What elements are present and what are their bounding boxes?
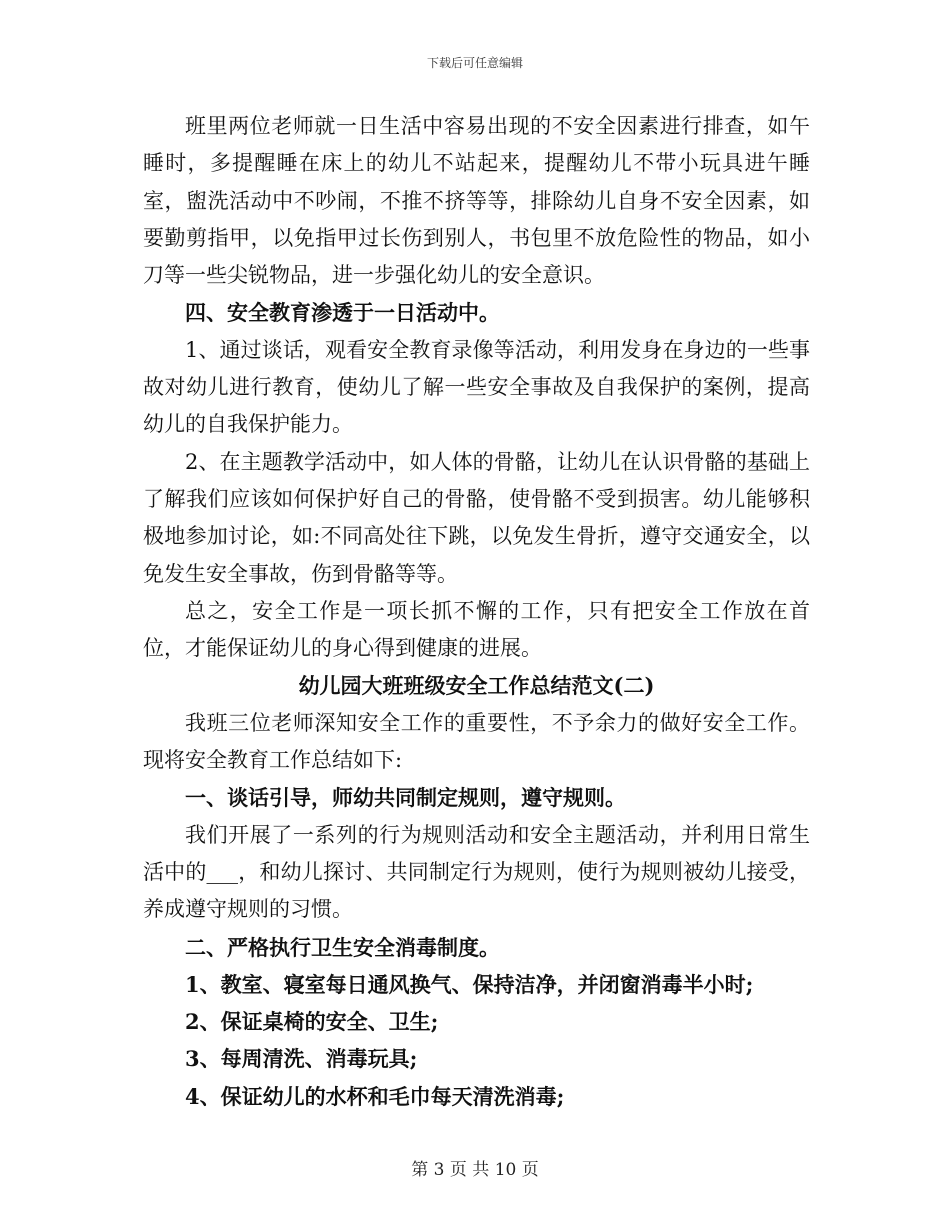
section-heading: 二、严格执行卫生安全消毒制度。 <box>185 934 500 960</box>
document-body <box>143 108 810 1115</box>
body-paragraph: 班里两位老师就一日生活中容易出现的不安全因素进行排查，如午睡时，多提醒睡在床上的幼儿不站起来，提醒幼儿不带小玩具进午睡室，盥洗活动中不吵闹，不推不挤等等，排除幼儿自身不安全因素，如要勤剪指甲，以免指甲过长伤到别人，书包里不放危险性的物品，如小刀等一些尖锐物品，进一步强化幼儿的安全意识。 <box>143 114 810 288</box>
article-title: 幼儿园大班班级安全工作总结范文(二) <box>298 673 655 699</box>
page-footer-number: 第 3 页 共 10 页 <box>411 1160 539 1180</box>
body-paragraph: 总之，安全工作是一项长抓不懈的工作，只有把安全工作放在首位，才能保证幼儿的身心得到健康的进展。 <box>143 598 810 661</box>
body-paragraph: 1、通过谈话，观看安全教育录像等活动，利用发身在身边的一些事故对幼儿进行教育，使幼儿了解一些安全事故及自我保护的案例，提高幼儿的自我保护能力。 <box>143 337 810 437</box>
section-heading: 一、谈话引导，师幼共同制定规则，遵守规则。 <box>185 785 626 811</box>
body-paragraph: 我班三位老师深知安全工作的重要性，不予余力的做好安全工作。现将安全教育工作总结如下: <box>143 710 810 773</box>
page-header-note: 下载后可任意编辑 <box>426 56 523 70</box>
list-item: 4、保证幼儿的水杯和毛巾每天清洗消毒; <box>185 1083 565 1109</box>
list-item: 2、保证桌椅的安全、卫生; <box>185 1009 439 1035</box>
body-paragraph: 2、在主题教学活动中，如人体的骨骼，让幼儿在认识骨骼的基础上了解我们应该如何保护好自己的骨骼，使骨骼不受到损害。幼儿能够积极地参加讨论，如:不同高处往下跳，以免发生骨折，遵守交通安全，以免发生安全事故，伤到骨骼等等。 <box>143 449 810 586</box>
list-item: 1、教室、寝室每日通风换气、保持洁净，并闭窗消毒半小时; <box>185 971 754 997</box>
list-item: 3、每周清洗、消毒玩具; <box>185 1046 418 1072</box>
section-heading: 四、安全教育渗透于一日活动中。 <box>185 300 500 326</box>
body-paragraph: 我们开展了一系列的行为规则活动和安全主题活动，并利用日常生活中的___，和幼儿探讨、共同制定行为规则，使行为规则被幼儿接受，养成遵守规则的习惯。 <box>143 822 810 922</box>
